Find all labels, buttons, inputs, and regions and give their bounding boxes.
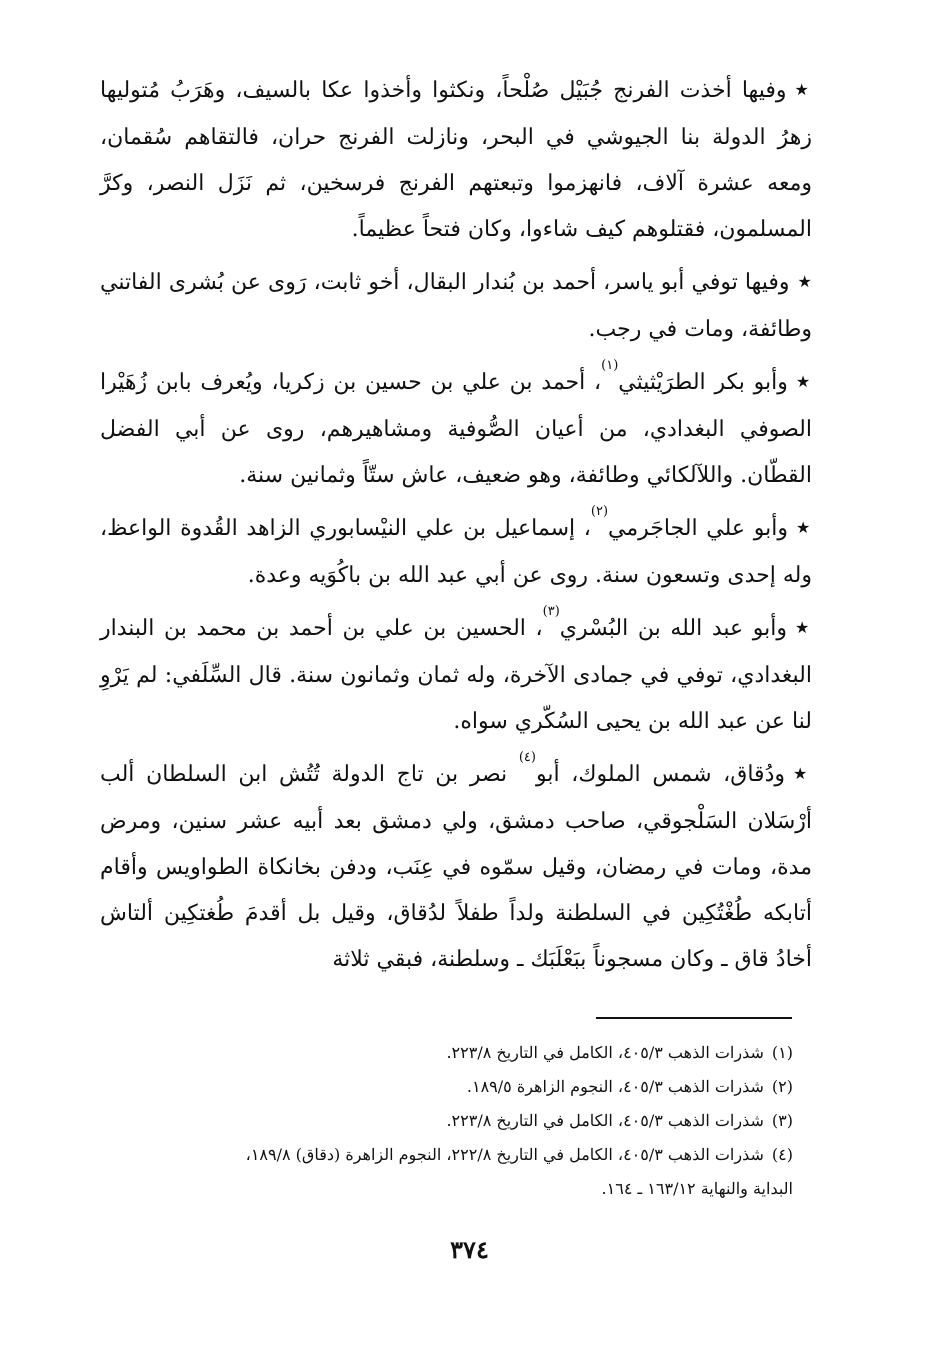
entry-3	[100, 360, 812, 499]
footnote-3	[100, 1104, 793, 1138]
footnote-ref: (٢)	[590, 504, 609, 519]
entry-text-before: وأبو بكر الطرَيْثيثي	[618, 370, 788, 395]
footnote-text: شذرات الذهب ٤٠٥/٣، الكامل في التاريخ ٢٢٣/٨.	[446, 1111, 764, 1130]
footnote-number: (٢)	[771, 1077, 793, 1096]
entry-text: وفيها توفي أبو ياسر، أحمد بن بُندار البقال، أخو ثابت، رَوى عن بُشرى الفاتني وطائفة، ومات في رجب.	[100, 270, 812, 342]
footnote-text: شذرات الذهب ٤٠٥/٣، الكامل في التاريخ ٢٢٢/٨، النجوم الزاهرة (دقاق) ١٨٩/٨،	[245, 1145, 764, 1164]
footnote-number: (٤)	[771, 1145, 793, 1164]
footnote-4	[100, 1138, 793, 1206]
entry-text: وفيها أخذت الفرنج جُبَيْل صُلْحاً، ونكثوا وأخذوا عكا بالسيف، وهَرَبُ مُتوليها زهرُ الدولة بنا الجيوشي في البحر، ونازلت الفرنج حران، فالتقاهم سُقمان، ومعه عشرة آلاف، فانهزموا وتبعتهم الفرنج فرسخين، ثم نَزَل النصر، وكرَّ المسلمون، فقتلوهم كيف شاءوا، وكان فتحاً عظيماً.	[100, 78, 812, 242]
footnote-text: شذرات الذهب ٤٠٥/٣، الكامل في التاريخ ٢٢٣/٨.	[446, 1043, 764, 1062]
footnote-number: (٣)	[771, 1111, 793, 1130]
entry-text-after: ، إسماعيل بن علي النيْسابوري الزاهد القُدوة الواعظ، وله إحدى وتسعون سنة. روى عن أبي عبد الله بن باكُوَيه وعدة.	[100, 516, 812, 588]
star-marker-icon: ★	[795, 618, 813, 637]
entry-text-before: وأبو علي الجاجَرمي	[608, 516, 788, 541]
entry-6	[100, 752, 812, 983]
footnote-2	[100, 1070, 793, 1104]
entry-1	[100, 68, 812, 253]
star-marker-icon: ★	[795, 518, 812, 537]
footnote-ref: (١)	[601, 358, 619, 373]
entry-text-before: وأبو عبد الله بن البُسْري	[559, 616, 788, 641]
main-text	[100, 68, 812, 990]
entry-text-before: ودُقاق، شمس الملوك، أبو	[535, 762, 785, 787]
entry-4	[100, 506, 812, 599]
footnote-continuation: البداية والنهاية ١٦٣/١٢ ـ ١٦٤.	[601, 1179, 793, 1198]
entry-5	[100, 606, 812, 745]
footnote-ref: (٤)	[518, 750, 536, 765]
star-marker-icon: ★	[795, 372, 813, 391]
star-marker-icon: ★	[793, 764, 813, 783]
footnote-text: شذرات الذهب ٤٠٥/٣، النجوم الزاهرة ١٨٩/٥.	[466, 1077, 764, 1096]
star-marker-icon: ★	[794, 80, 812, 99]
footnote-divider	[596, 1017, 792, 1019]
entry-2	[100, 260, 812, 353]
entry-text-after: نصر بن تاج الدولة تُتُش ابن السلطان ألب أرْسَلان السَلْجوقي، صاحب دمشق، ولي دمشق بعد أبيه عشر سنين، ومرض مدة، ومات في رمضان، وقيل سمّوه في عِنَب، ودفن بخانكاة الطواويس وأقام أتابكه طُغْتُكِين في السلطنة ولداً طفلاً لدُقاق، وقيل بل أقدمَ طُغتكِين ألتاش أخادُ قاق ـ وكان مسجوناً ببَعْلَبَك ـ وسلطنة، فبقي ثلاثة	[100, 762, 812, 972]
footnote-1	[100, 1036, 793, 1070]
footnotes	[100, 1036, 793, 1206]
entry-text-after: ، الحسين بن علي بن أحمد بن محمد بن البندار البغدادي، توفي في جمادى الآخرة، وله ثمان وثمانون سنة. قال السِّلَفي: لم يَرْوِ لنا عن عبد الله بن يحيى السُكّري سواه.	[100, 616, 812, 734]
entry-text-after: ، أحمد بن علي بن حسين بن زكريا، ويُعرف بابن زُهَيْرا الصوفي البغدادي، من أعيان الصُّوفية ومشاهيرهم، روى عن أبي الفضل القطّان. واللآلكائي وطائفة، وهو ضعيف، عاش ستّاً وثمانين سنة.	[100, 370, 812, 488]
star-marker-icon: ★	[797, 272, 812, 291]
footnote-ref: (٣)	[542, 604, 560, 619]
page-number: ٣٧٤	[450, 1235, 489, 1264]
footnote-number: (١)	[771, 1043, 793, 1062]
